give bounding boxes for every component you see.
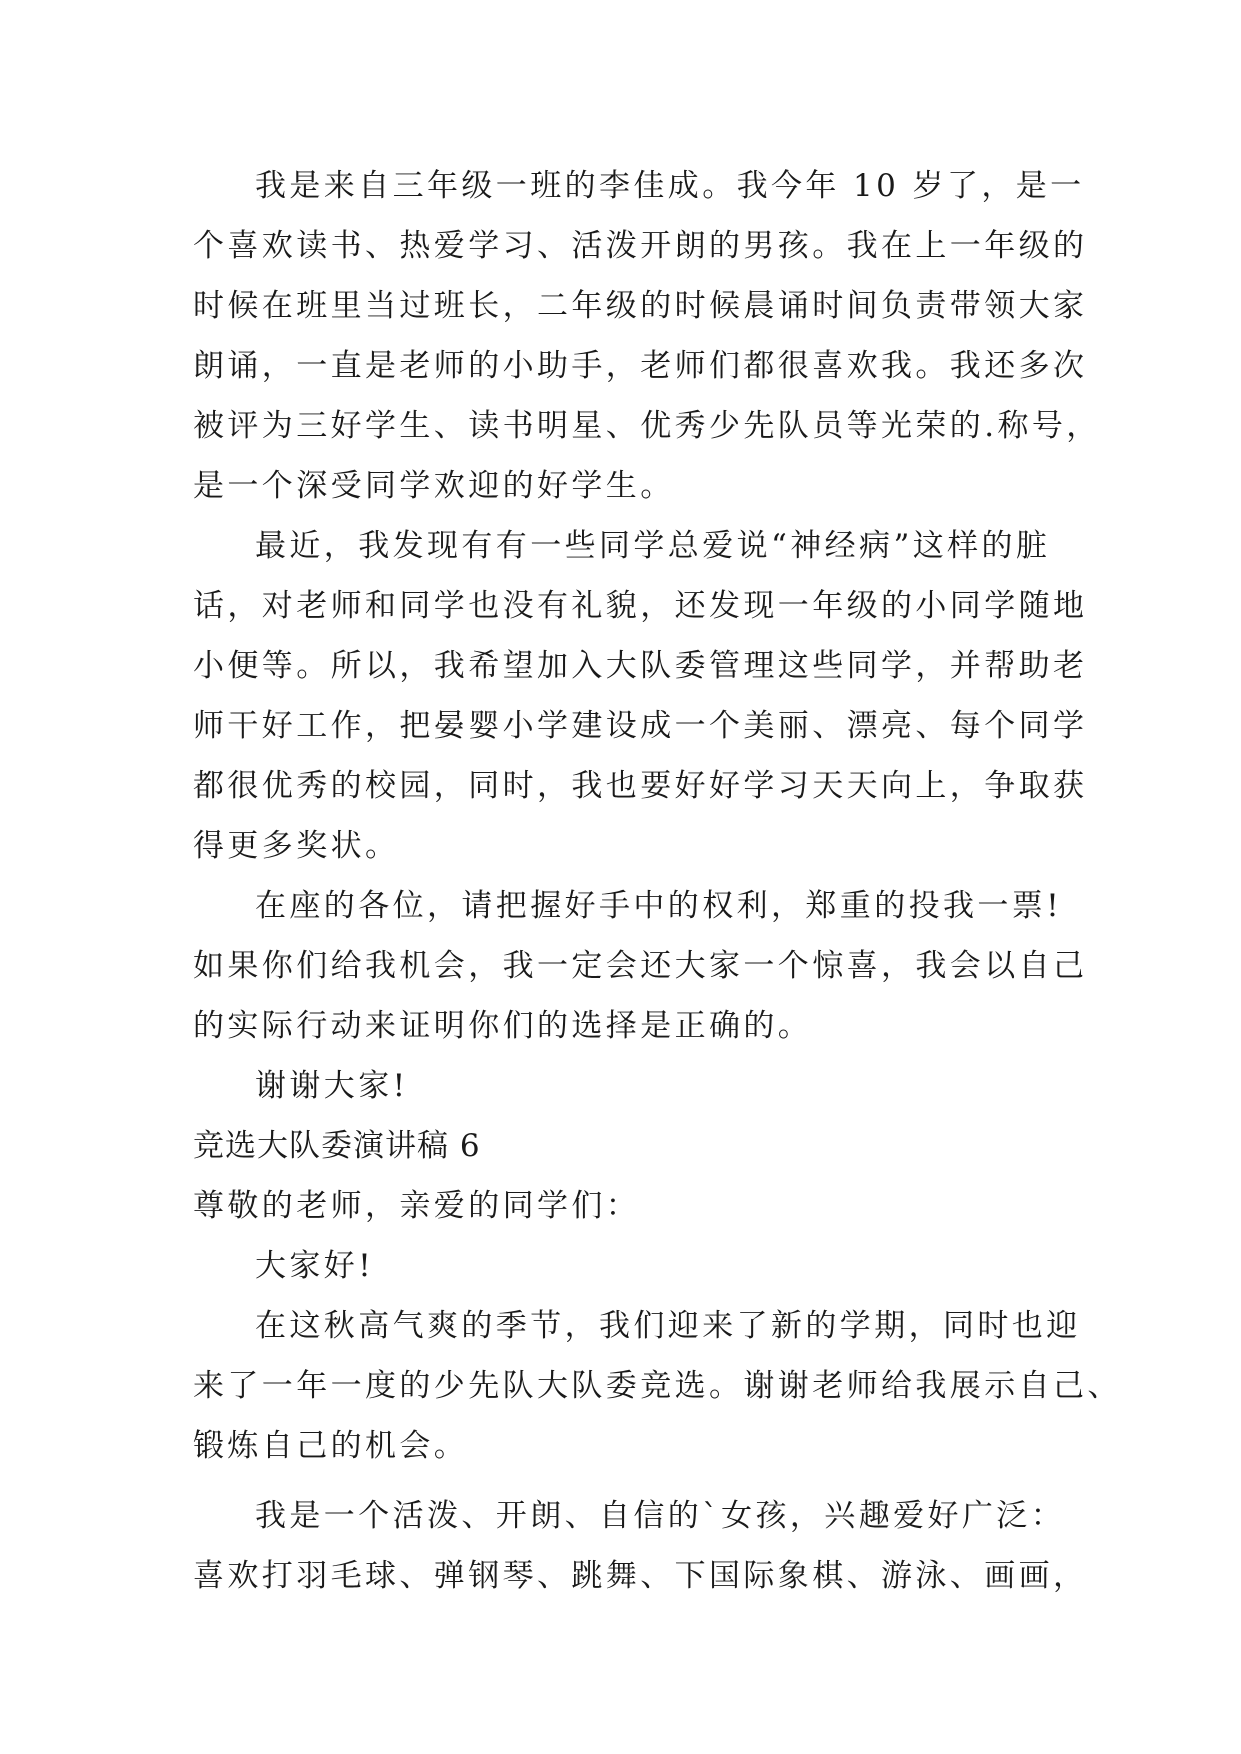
- paragraph-line: 得更多奖状。: [193, 828, 400, 864]
- closing-line: 谢谢大家!: [255, 1068, 409, 1104]
- greeting: 大家好!: [255, 1248, 375, 1284]
- paragraph-line: 在座的各位，请把握好手中的权利，郑重的投我一票!: [255, 888, 1063, 924]
- paragraph-line: 朗诵，一直是老师的小助手，老师们都很喜欢我。我还多次: [193, 348, 1088, 384]
- salutation: 尊敬的老师，亲爱的同学们：: [193, 1188, 641, 1224]
- paragraph-line: 的实际行动来证明你们的选择是正确的。: [193, 1008, 813, 1044]
- paragraph-line: 个喜欢读书、热爱学习、活泼开朗的男孩。我在上一年级的: [193, 228, 1088, 264]
- paragraph-line: 在这秋高气爽的季节，我们迎来了新的学期，同时也迎: [255, 1308, 1081, 1344]
- paragraph-line: 最近，我发现有有一些同学总爱说“神经病”这样的脏: [255, 528, 1051, 564]
- paragraph-line: 师干好工作，把晏婴小学建设成一个美丽、漂亮、每个同学: [193, 708, 1088, 744]
- paragraph-line: 喜欢打羽毛球、弹钢琴、跳舞、下国际象棋、游泳、画画，: [193, 1558, 1088, 1594]
- paragraph-line: 我是一个活泼、开朗、自信的`女孩，兴趣爱好广泛：: [255, 1498, 1066, 1534]
- paragraph-line: 我是来自三年级一班的李佳成。我今年 10 岁了，是一: [255, 168, 1085, 204]
- paragraph-line: 小便等。所以，我希望加入大队委管理这些同学，并帮助老: [193, 648, 1088, 684]
- paragraph-line: 时候在班里当过班长，二年级的时候晨诵时间负责带领大家: [193, 288, 1088, 324]
- section-heading: 竞选大队委演讲稿 6: [193, 1128, 481, 1164]
- paragraph-line: 都很优秀的校园，同时，我也要好好学习天天向上，争取获: [193, 768, 1088, 804]
- paragraph-line: 来了一年一度的少先队大队委竞选。谢谢老师给我展示自己、: [193, 1368, 1122, 1404]
- paragraph-line: 是一个深受同学欢迎的好学生。: [193, 468, 675, 504]
- paragraph-line: 如果你们给我机会，我一定会还大家一个惊喜，我会以自己: [193, 948, 1088, 984]
- paragraph-line: 锻炼自己的机会。: [193, 1428, 469, 1464]
- paragraph-line: 话，对老师和同学也没有礼貌，还发现一年级的小同学随地: [193, 588, 1088, 624]
- paragraph-line: 被评为三好学生、读书明星、优秀少先队员等光荣的.称号，: [193, 408, 1101, 444]
